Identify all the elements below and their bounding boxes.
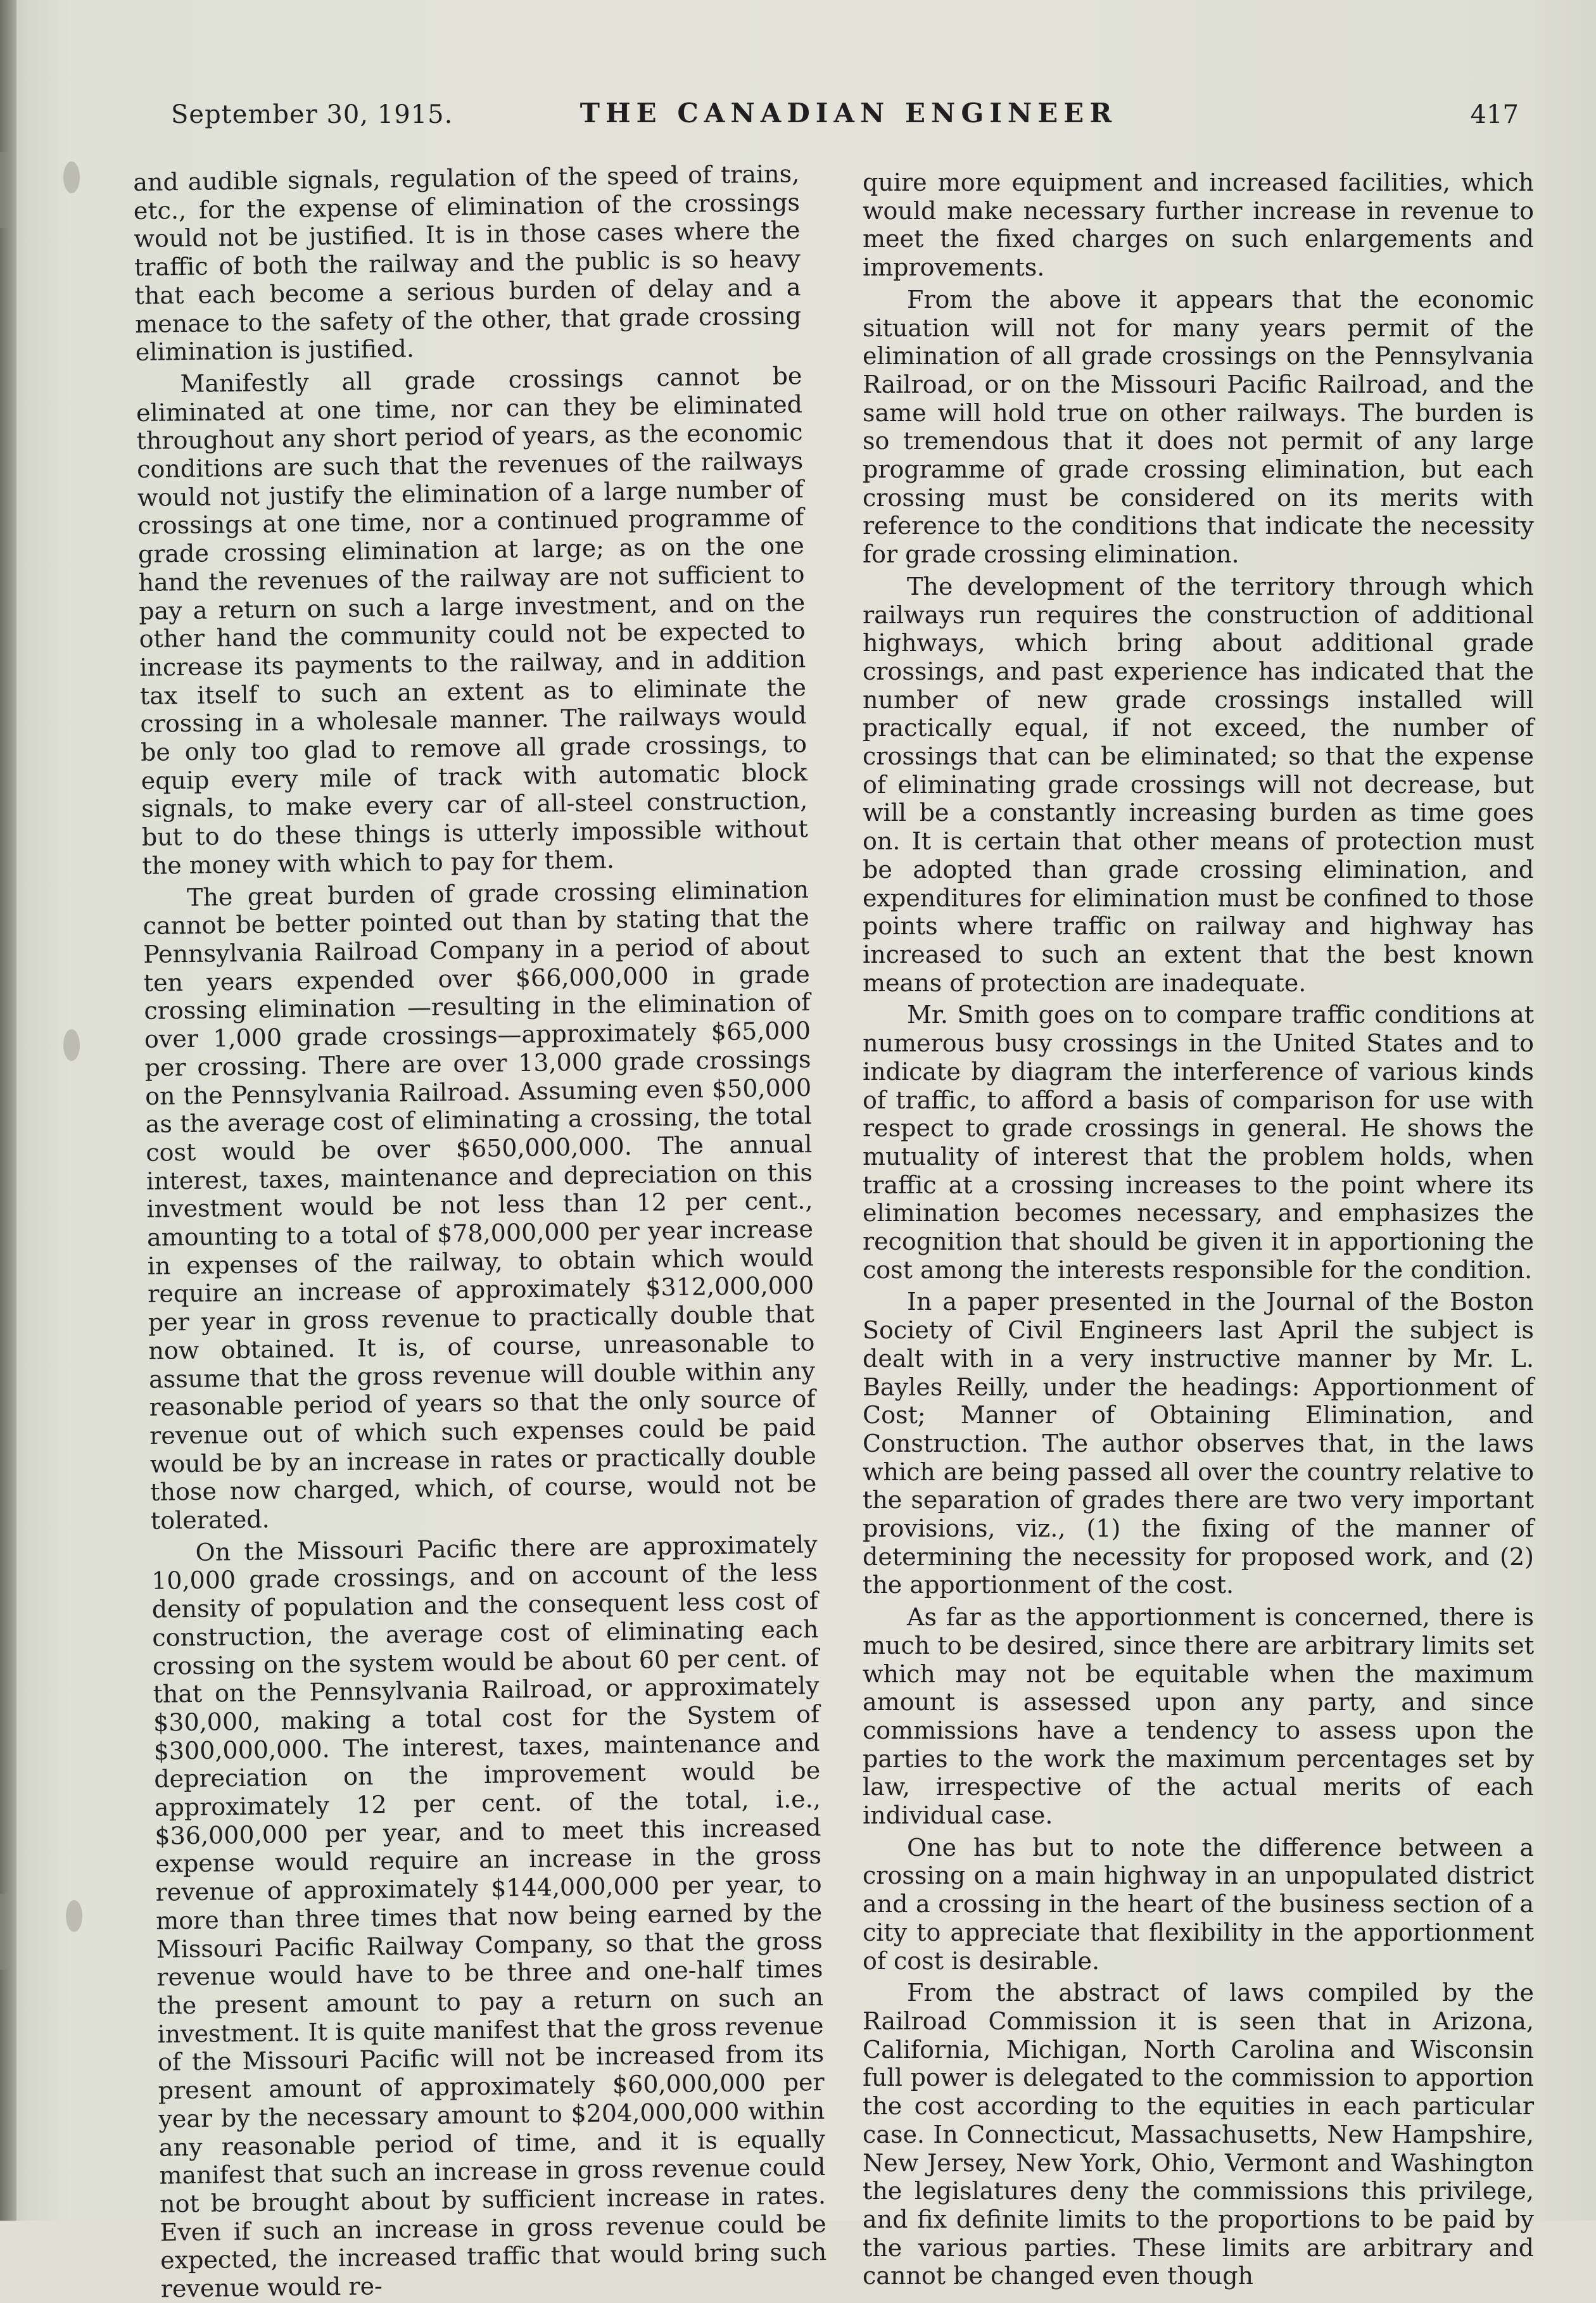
paragraph: As far as the apportionment is concerned, there is much to be desired, since there are arbitrary limits set which may not be equitable when the maximum amount is assessed upon any party, and since commissions have a tendency to assess upon the parties to the work the maximum percentages set by law, irrespective of the actual merits of each individual case. [863,1603,1534,1830]
binding-mark [0,152,9,228]
page-number: 417 [1470,100,1519,129]
paragraph: and audible signals, regulation of the speed of trains, etc., for the expense of elimination of the crossings would not be justified. It is in those cases where the traffic of both the railway and the public is so heavy that each become a serious burden of delay and a menace to the safety of the other, that grade crossing elimination is justified. [133,160,802,367]
paragraph: From the abstract of laws compiled by the Railroad Commission it is seen that in Arizona, California, Michigan, North Carolina and Wisconsin full power is delegated to the commission to apportion the cost according to the equities in each particular case. In Connecticut, Massachusetts, New Hampshire, New Jersey, New York, Ohio, Vermont and Washington the legislatures deny the commissions this privilege, and fix definite limits to the proportions to be paid by the various parties. These limits are arbitrary and cannot be changed even though [863,1979,1534,2290]
binding-spine [0,0,16,2221]
paragraph: The great burden of grade crossing elimination cannot be better pointed out than by stating that the Pennsylvania Railroad Company in a period of about ten years expended over $66,000,000 in grade crossing elimination —resulting in the elimination of over 1,000 grade crossings—approximately $65,000 per crossing. There are over 13,000 grade crossings on the Pennsylvania Railroad. Assuming even $50,000 as the average cost of eliminating a crossing, the total cost would be over $650,000,000. The annual interest, taxes, maintenance and depreciation on this investment would be not less than 12 per cent., amounting to a total of $78,000,000 per year increase in expenses of the railway, to obtain which would require an increase of approximately $312,000,000 per year in gross revenue to practically double that now obtained. It is, of course, unreasonable to assume that the gross revenue will double within any reasonable period of years so that the only source of revenue out of which such expenses could be paid would be by an increase in rates or practically double those now charged, which, of course, would not be tolerated. [142,875,817,1535]
right-column [863,168,1534,2290]
paragraph: Manifestly all grade crossings cannot be eliminated at one time, nor can they be eliminated throughout any short period of years, as the economic conditions are such that the revenues of the railways would not justify the elimination of a large number of crossings at one time, nor a continued programme of grade crossing elimination at large; as on the one hand the revenues of the railway are not sufficient to pay a return on such a large investment, and on the other hand the community could not be expected to increase its payments to the railway, and in addition tax itself to such an extent as to eliminate the crossing in a wholesale manner. The railways would be only too glad to remove all grade crossings, to equip every mile of track with automatic block signals, to make every car of all-steel construction, but to do these things is utterly impossible without the money with which to pay for them. [136,362,809,880]
punch-hole [63,162,80,193]
journal-title: THE CANADIAN ENGINEER [580,98,1118,129]
binding-mark [0,1894,9,1970]
paragraph: The development of the territory through which railways run requires the construction of additional highways, which bring about additional grade crossings, and past experience has indicated that the number of new grade crossings installed will practically equal, if not exceed, the number of crossings that can be eliminated; so that the expense of eliminating grade crossings will not decrease, but will be a constantly increasing burden as time goes on. It is certain that other means of protection must be adopted than grade crossing elimination, and expenditures for elimination must be confined to those points where traffic on railway and highway has increased to such an extent that the best known means of protection are inadequate. [863,572,1534,997]
issue-date: September 30, 1915. [171,100,453,129]
paragraph: From the above it appears that the economic situation will not for many years permit of the elimination of all grade crossings on the Pennsylvania Railroad, or on the Missouri Pacific Railroad, and the same will hold true on other railways. The burden is so tremendous that it does not permit of any large programme of grade crossing elimination, but each crossing must be considered on its merits with reference to the conditions that indicate the necessity for grade crossing elimination. [863,285,1534,569]
paragraph: In a paper presented in the Journal of the Boston Society of Civil Engineers last April the subject is dealt with in a very instructive manner by Mr. L. Bayles Reilly, under the headings: Apportionment of Cost; Manner of Obtaining Elimination, and Construction. The author observes that, in the laws which are being passed all over the country relative to the separation of grades there are two very important provisions, viz., (1) the fixing of the manner of determining the necessity for proposed work, and (2) the apportionment of the cost. [863,1288,1534,1599]
left-column [133,160,827,2303]
paragraph: quire more equipment and increased facilities, which would make necessary further increase in revenue to meet the fixed charges on such enlargements and improvements. [863,168,1534,282]
paragraph: Mr. Smith goes on to compare traffic conditions at numerous busy crossings in the United States and to indicate by diagram the interference of various kinds of traffic, to afford a basis of comparison for use with respect to grade crossings in general. He shows the mutuality of interest that the problem holds, when traffic at a crossing increases to the point where its elimination becomes necessary, and emphasizes the recognition that should be given it in apportioning the cost among the interests responsible for the condition. [863,1001,1534,1284]
running-header [171,96,1526,134]
punch-hole [63,1029,80,1061]
punch-hole [66,1900,82,1932]
paragraph: On the Missouri Pacific there are approximately 10,000 grade crossings, and on account of the less density of population and the consequent less cost of construction, the average cost of eliminating each crossing on the system would be about 60 per cent. of that on the Pennsylvania Railroad, or approximately $30,000, making a total cost for the System of $300,000,000. The interest, taxes, maintenance and depreciation on the improvement would be approximately 12 per cent. of the total, i.e., $36,000,000 per year, and to meet this increased expense would require an increase in the gross revenue of approximately $144,000,000 per year, to more than three times that now being earned by the Missouri Pacific Railway Company, so that the gross revenue would have to be three and one-half times the present amount to pay a return on such an investment. It is quite manifest that the gross revenue of the Missouri Pacific will not be increased from its present amount of approximately $60,000,000 per year by the necessary amount to $204,000,000 within any reasonable period of time, and it is equally manifest that such an increase in gross revenue could not be brought about by sufficient increase in rates. Even if such an increase in gross revenue could be expected, the increased traffic that would bring such revenue would re- [151,1530,827,2303]
paragraph: One has but to note the difference between a crossing on a main highway in an unpopulated district and a crossing in the heart of the business section of a city to appreciate that flexibility in the apportionment of cost is desirable. [863,1833,1534,1975]
